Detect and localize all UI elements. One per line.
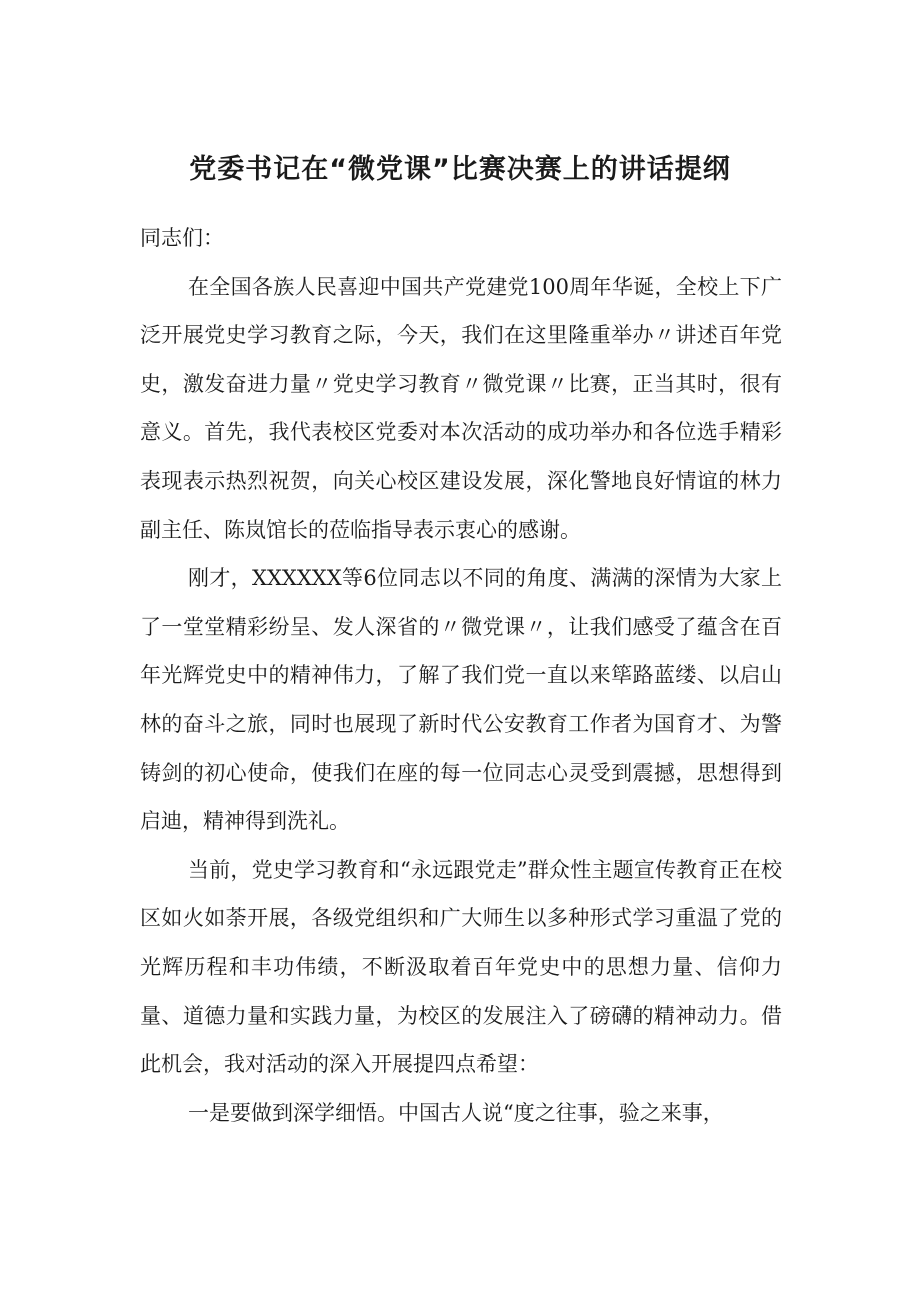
paragraph-3: 当前，党史学习教育和“永远跟党走”群众性主题宣传教育正在校区如火如荼开展，各级党组织和广大师生以多种形式学习重温了党的光辉历程和丰功伟绩，不断汲取着百年党史中的思想力量、信仰力量、道德力量和实践力量，为校区的发展注入了磅礴的精神动力。借此机会，我对活动的深入开展提四点希望： xyxy=(140,857,782,1077)
salutation: 同志们： xyxy=(140,226,224,250)
paragraph-4: 一是要做到深学细悟。中国古人说“度之往事，验之来事， xyxy=(188,1100,724,1125)
paragraph-2: 刚才，XXXXXX等6位同志以不同的角度、满满的深情为大家上了一堂堂精彩纷呈、发人深省的〃微党课〃，让我们感受了蕴含在百年光辉党史中的精神伟力，了解了我们党一直以来筚路蓝缕、以启山林的奋斗之旅，同时也展现了新时代公安教育工作者为国育才、为警铸剑的初心使命，使我们在座的每一位同志心灵受到震撼，思想得到启迪，精神得到洗礼。 xyxy=(140,566,782,834)
document-title: 党委书记在“微党课”比赛决赛上的讲话提纲 xyxy=(189,154,731,185)
paragraph-1: 在全国各族人民喜迎中国共产党建党100周年华诞，全校上下广泛开展党史学习教育之际，今天，我们在这里隆重举办〃讲述百年党史，激发奋进力量〃党史学习教育〃微党课〃比赛，正当其时，很有意义。首先，我代表校区党委对本次活动的成功举办和各位选手精彩表现表示热烈祝贺，向关心校区建设发展，深化警地良好情谊的林力副主任、陈岚馆长的莅临指导表示衷心的感谢。 xyxy=(140,274,782,542)
document-body xyxy=(140,214,782,1137)
